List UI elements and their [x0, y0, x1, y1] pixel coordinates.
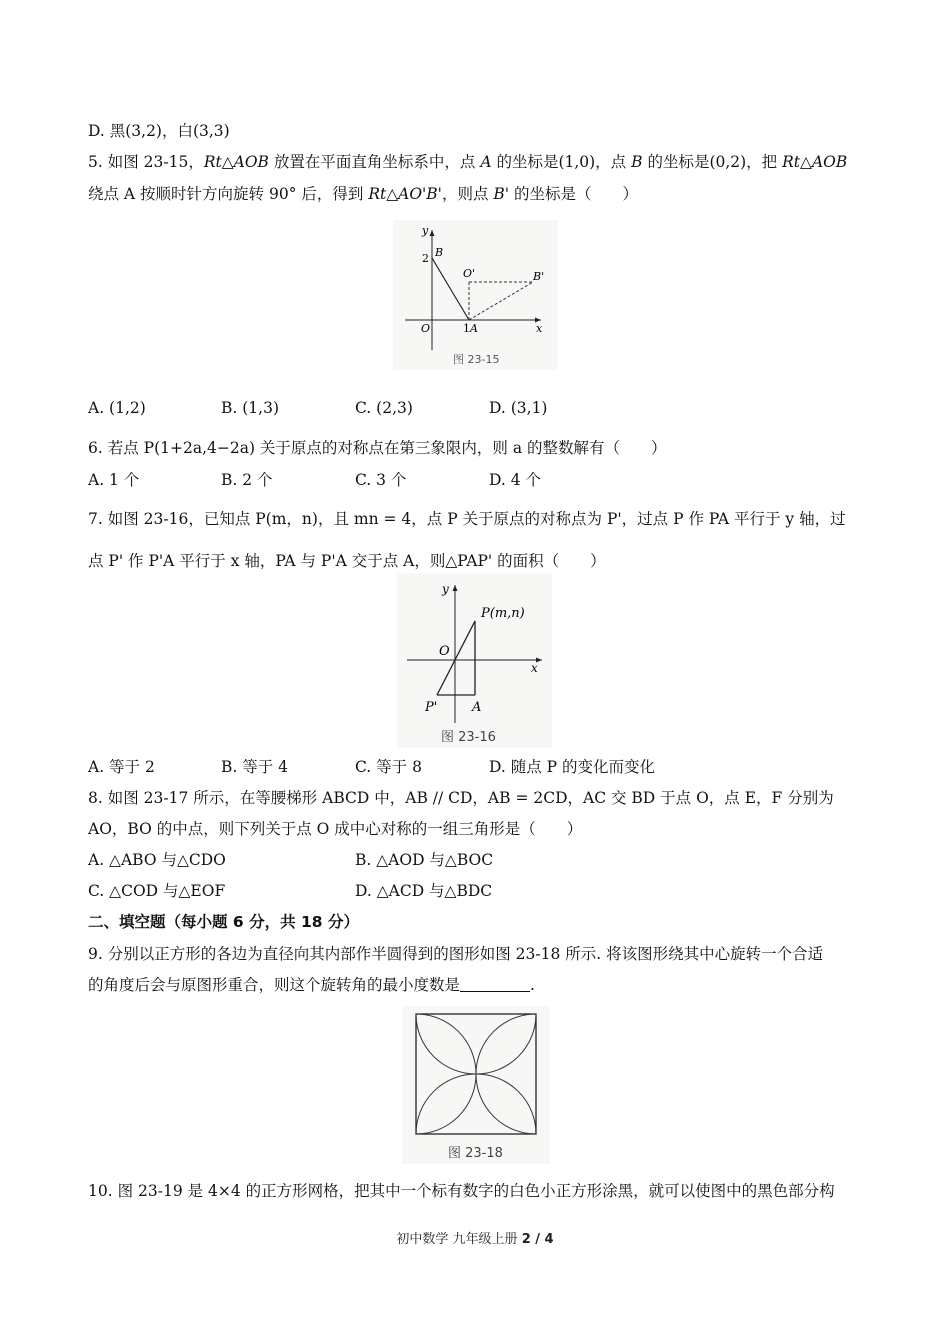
section-title: 二、填空题（每小题 6 分，共 18 分） [88, 913, 359, 931]
page-footer: 初中数学 九年级上册 2 / 4 [396, 1232, 554, 1247]
q9-line2: 的角度后会与原图形重合，则这个旋转角的最小度数是 . [88, 976, 535, 994]
q8-option-d: D. △ACD 与△BDC [355, 882, 493, 900]
y-axis-arrow [453, 585, 458, 591]
semicircle-left [416, 1014, 476, 1134]
y-axis-arrow [430, 230, 435, 236]
figure-caption: 图 23-16 [441, 730, 496, 745]
label-a: A [470, 322, 478, 335]
q5-option-a: A. (1,2) [88, 399, 146, 417]
q7-line2: 点 P' 作 P'A 平行于 x 轴，PA 与 P'A 交于点 A，则△PAP' 的面积（ ） [88, 552, 606, 570]
q7-line1: 7. 如图 23-16，已知点 P(m，n)，且 mn = 4，点 P 关于原点的对称点为 P'，过点 P 作 PA 平行于 y 轴，过 [88, 510, 846, 528]
q6-option-d: D. 4 个 [489, 471, 542, 489]
figure-caption: 图 23-18 [448, 1146, 503, 1161]
label-o-prime: O' [463, 267, 476, 280]
q8-line2: AO，BO 的中点，则下列关于点 O 成中心对称的一组三角形是（ ） [88, 820, 583, 838]
q8-option-b: B. △AOD 与△BOC [355, 851, 494, 869]
segment-ab-prime [469, 282, 533, 320]
q8-option-a: A. △ABO 与△CDO [88, 851, 226, 869]
q5-option-b: B. (1,3) [221, 399, 279, 417]
figure-23-18 [402, 1006, 550, 1164]
q5-option-c: C. (2,3) [355, 399, 413, 417]
semicircle-right [476, 1014, 536, 1134]
q6-option-b: B. 2 个 [221, 471, 273, 489]
label-b-prime: B' [533, 270, 545, 283]
figure-caption: 图 23-15 [453, 353, 500, 366]
label-y: y [442, 582, 449, 596]
label-o: O [439, 644, 450, 659]
q6-option-a: A. 1 个 [88, 471, 140, 489]
q7-option-c: C. 等于 8 [355, 758, 422, 776]
q5-option-d: D. (3,1) [489, 399, 548, 417]
semicircle-top [416, 1014, 536, 1074]
figure-23-15 [393, 220, 558, 370]
q6-text: 6. 若点 P(1+2a,4−2a) 关于原点的对称点在第三象限内，则 a 的整数解有（ ） [88, 439, 667, 457]
label-o: O [421, 322, 431, 335]
label-x: x [536, 322, 543, 335]
page-number: 2 / 4 [521, 1232, 554, 1247]
q5-line2: 绕点 A 按顺时针方向旋转 90° 后，得到 Rt△AO'B'，则点 B' 的坐标是（ ） [88, 185, 638, 203]
q10-line1: 10. 图 23-19 是 4×4 的正方形网格，把其中一个标有数字的白色小正方形涂黑，就可以使图中的黑色部分构 [88, 1182, 835, 1200]
q5-line1: 5. 如图 23-15，Rt△AOB 放置在平面直角坐标系中，点 A 的坐标是(1,0)，点 B 的坐标是(0,2)，把 Rt△AOB [88, 153, 848, 171]
label-b: B [435, 246, 444, 259]
figure-23-16 [397, 573, 552, 748]
q8-line1: 8. 如图 23-17 所示，在等腰梯形 ABCD 中，AB // CD，AB = 2CD，AC 交 BD 于点 O，点 E，F 分别为 [88, 789, 834, 807]
answer-blank[interactable] [460, 977, 530, 992]
q9-line1: 9. 分别以正方形的各边为直径向其内部作半圆得到的图形如图 23-18 所示. 将该图形绕其中心旋转一个合适 [88, 945, 824, 963]
label-a: A [472, 700, 482, 715]
q7-option-a: A. 等于 2 [88, 758, 155, 776]
semicircle-bottom [416, 1074, 536, 1134]
label-y: y [422, 224, 429, 237]
q7-option-d: D. 随点 P 的变化而变化 [489, 758, 656, 776]
label-2: 2 [422, 252, 429, 265]
label-x: x [531, 661, 538, 675]
label-p-prime: P' [425, 700, 438, 715]
label-p: P(m,n) [481, 606, 525, 621]
q6-option-c: C. 3 个 [355, 471, 407, 489]
q8-option-c: C. △COD 与△EOF [88, 882, 226, 900]
label-1: 1 [463, 322, 470, 335]
q7-option-b: B. 等于 4 [221, 758, 289, 776]
q4-option-d: D. 黑(3,2)，白(3,3) [88, 122, 230, 140]
